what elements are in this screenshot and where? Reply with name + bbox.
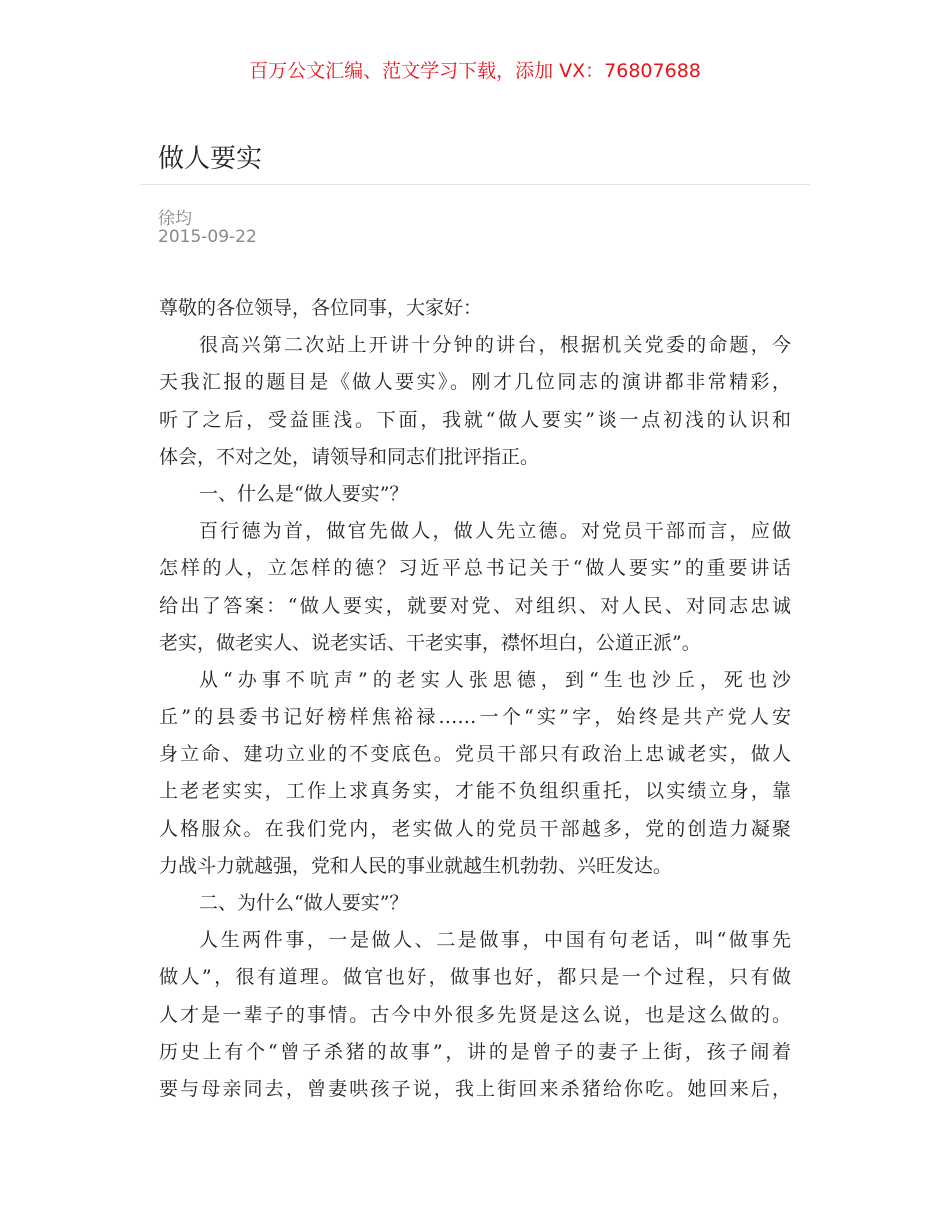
text-line: 人才是一辈子的事情。古今中外很多先贤是这么说，也是这么做的。 xyxy=(159,1003,791,1026)
article-author: 徐均 xyxy=(158,209,192,229)
text-line: 老实，做老实人、说老实话、干老实事，襟怀坦白，公道正派”。 xyxy=(159,631,701,654)
text-line: 丘”的县委书记好榜样焦裕禄……一个“实”字，始终是共产党人安 xyxy=(159,706,791,729)
text-line: 尊敬的各位领导，各位同事，大家好： xyxy=(159,297,483,319)
article-date: 2015-09-22 xyxy=(158,227,257,247)
text-line: 给出了答案：“做人要实，就要对党、对组织、对人民、对同志忠诚 xyxy=(159,594,791,617)
article-title: 做人要实 xyxy=(158,144,263,174)
text-line: 要与母亲同去，曾妻哄孩子说，我上街回来杀猪给你吃。她回来后， xyxy=(159,1077,791,1100)
text-line: 上老老实实，工作上求真务实，才能不负组织重托，以实绩立身，靠 xyxy=(159,780,791,803)
article-body xyxy=(159,293,791,1111)
text-line: 百行德为首，做官先做人，做人先立德。对党员干部而言，应做 xyxy=(199,520,791,543)
text-line: 天我汇报的题目是《做人要实》。刚才几位同志的演讲都非常精彩， xyxy=(159,371,791,394)
text-line: 从“办事不吭声”的老实人张思德，到“生也沙丘，死也沙 xyxy=(199,668,791,691)
text-line: 人格服众。在我们党内，老实做人的党员干部越多，党的创造力凝聚 xyxy=(159,817,791,840)
text-line: 做人”，很有道理。做官也好，做事也好，都只是一个过程，只有做 xyxy=(159,966,791,989)
text-line: 身立命、建功立业的不变底色。党员干部只有政治上忠诚老实，做人 xyxy=(159,743,791,766)
text-line: 怎样的人，立怎样的德？习近平总书记关于“做人要实”的重要讲话 xyxy=(159,557,791,580)
text-line: 历史上有个“曾子杀猪的故事”，讲的是曾子的妻子上街，孩子闹着 xyxy=(159,1040,791,1063)
text-line: 体会，不对之处，请领导和同志们批评指正。 xyxy=(159,445,540,468)
text-line: 一、什么是“做人要实”？ xyxy=(199,482,409,505)
text-line: 很高兴第二次站上开讲十分钟的讲台，根据机关党委的命题，今 xyxy=(199,334,791,357)
text-line: 人生两件事，一是做人、二是做事，中国有句老话，叫“做事先 xyxy=(199,929,791,952)
text-line: 力战斗力就越强，党和人民的事业就越生机勃勃、兴旺发达。 xyxy=(159,854,673,877)
title-divider xyxy=(140,184,810,185)
text-line: 听了之后，受益匪浅。下面，我就“做人要实”谈一点初浅的认识和 xyxy=(159,408,791,431)
text-line: 二、为什么“做人要实”？ xyxy=(199,892,409,914)
watermark-banner: 百万公文汇编、范文学习下载，添加 VX：76807688 xyxy=(249,60,701,82)
